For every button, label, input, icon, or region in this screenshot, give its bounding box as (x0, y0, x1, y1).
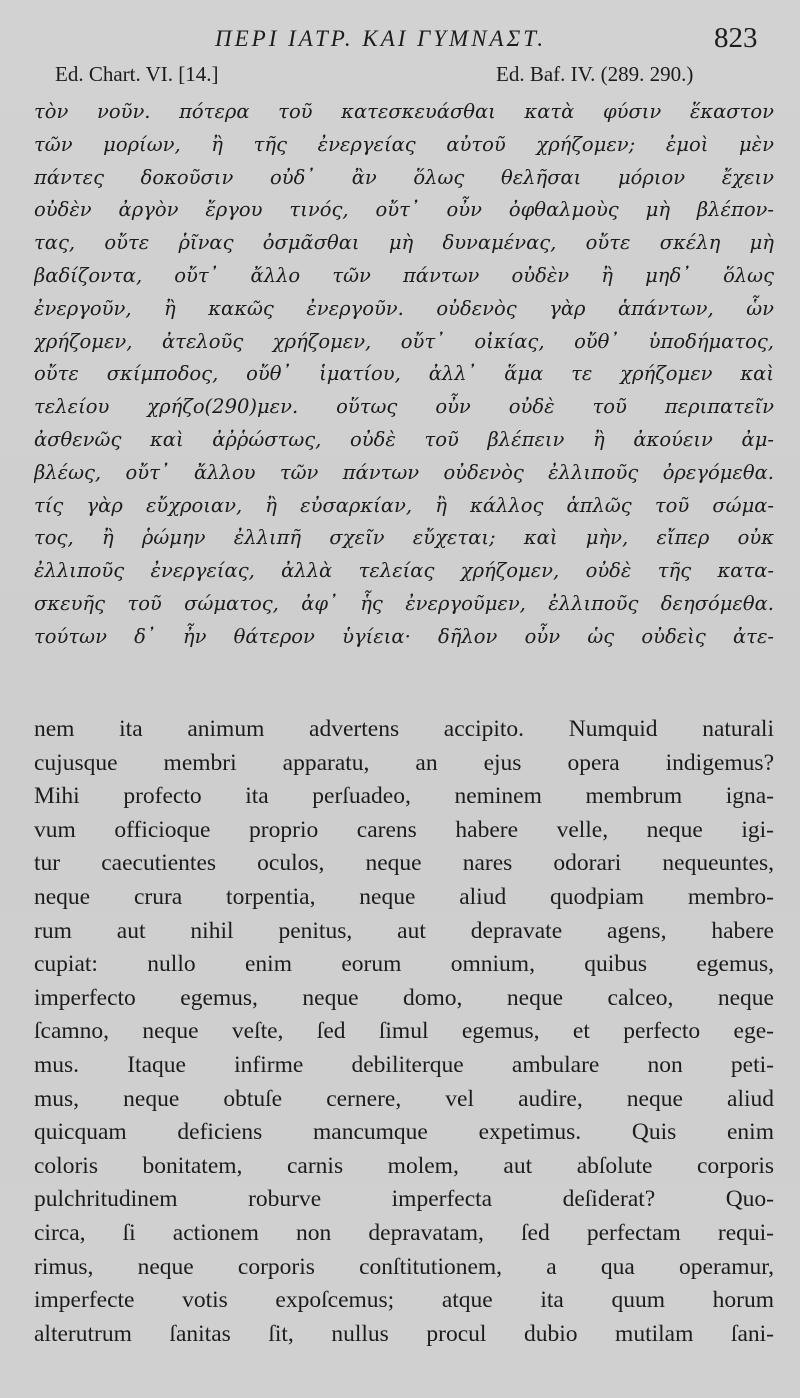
latin-line: coloris bonitatem, carnis molem, aut abſolute corporis (34, 1152, 774, 1179)
latin-line: cupiat: nullo enim eorum omnium, quibus egemus, (34, 951, 774, 978)
running-head (0, 22, 800, 58)
latin-line: rum aut nihil penitus, aut depravate agens, habere (34, 917, 774, 944)
latin-line: pulchritudinem roburve imperfecta deſiderat? Quo- (34, 1186, 774, 1213)
latin-text-block (34, 713, 774, 1351)
greek-line: οὔτε σκίμποδος, οὔθ᾿ ἱματίου, ἀλλ᾿ ἅμα τε χρήζομεν καὶ (34, 362, 774, 386)
latin-line: cujusque membri apparatu, an ejus opera indigemus? (34, 749, 774, 776)
latin-line: alterutrum ſanitas ſit, nullus procul dubio mutilam ſani- (34, 1320, 774, 1347)
greek-line: τας, οὔτε ῥῖνας ὀσμᾶσθαι μὴ δυναμένας, οὔτε σκέλη μὴ (34, 231, 774, 255)
running-title: ΠΕΡΙ ΙΑΤΡ. ΚΑΙ ΓΥΜΝΑΣΤ. (215, 26, 547, 51)
latin-line: mus. Itaque infirme debiliterque ambulare non peti- (34, 1051, 774, 1078)
greek-line: ἐνεργοῦν, ἢ κακῶς ἐνεργοῦν. οὐδενὸς γὰρ ἁπάντων, ὧν (34, 296, 774, 320)
latin-line: quicquam deficiens mancumque expetimus. Quis enim (34, 1119, 774, 1146)
greek-line: ἐλλιποῦς ἐνεργείας, ἀλλὰ τελείας χρήζομεν, οὐδὲ τῆς κατα- (34, 559, 774, 583)
greek-line: βαδίζοντα, οὔτ᾿ ἄλλο τῶν πάντων οὐδὲν ἢ μηδ᾿ ὅλως (34, 263, 774, 287)
latin-line: Mihi profecto ita perſuadeo, neminem membrum igna- (34, 783, 774, 810)
greek-line: βλέως, οὔτ᾿ ἄλλου τῶν πάντων οὐδενὸς ἐλλιποῦς ὀρεγόμεθα. (34, 460, 774, 484)
latin-line: nem ita animum advertens accipito. Numquid naturali (34, 716, 774, 742)
greek-text-block (34, 96, 774, 654)
greek-line: τελείου χρήζο(290)μεν. οὕτως οὖν οὐδὲ τοῦ περιπατεῖν (34, 395, 774, 419)
latin-line: neque crura torpentia, neque aliud quodpiam membro- (34, 883, 774, 910)
latin-line: vum officioque proprio carens habere velle, neque igi- (34, 816, 774, 843)
edition-reference-basel: Ed. Baf. IV. (289. 290.) (496, 62, 694, 86)
latin-line: rimus, neque corporis conſtitutionem, a qua operamur, (34, 1253, 774, 1280)
latin-line: mus, neque obtuſe cernere, vel audire, neque aliud (34, 1085, 774, 1112)
page-number: 823 (714, 22, 758, 54)
greek-line: σκευῆς τοῦ σώματος, ἀφ᾿ ἧς ἐνεργοῦμεν, ἐλλιποῦς δεησόμεθα. (34, 591, 774, 615)
latin-line: ſcamno, neque veſte, ſed ſimul egemus, et perfecto ege- (34, 1018, 774, 1045)
greek-line: ἀσθενῶς καὶ ἀῤῥώστως, οὐδὲ τοῦ βλέπειν ἢ ἀκούειν ἀμ- (34, 427, 774, 451)
latin-line: imperfecte votis expoſcemus; atque ita quum horum (34, 1287, 774, 1314)
greek-line: οὐδὲν ἀργὸν ἔργου τινός, οὔτ᾿ οὖν ὀφθαλμοὺς μὴ βλέπον- (34, 198, 774, 222)
greek-line: χρήζομεν, ἀτελοῦς χρήζομεν, οὔτ᾿ οἰκίας, οὔθ᾿ ὑποδήματος, (34, 329, 774, 353)
greek-line: τίς γὰρ εὔχροιαν, ἢ εὐσαρκίαν, ἢ κάλλος ἁπλῶς τοῦ σώμα- (34, 493, 774, 517)
greek-line: τῶν μορίων, ἢ τῆς ἐνεργείας αὐτοῦ χρήζομεν; ἐμοὶ μὲν (34, 132, 774, 156)
greek-line: πάντες δοκοῦσιν οὐδ᾿ ἂν ὅλως θελῆσαι μόριον ἔχειν (34, 165, 774, 189)
edition-references (0, 62, 800, 92)
latin-line: imperfecto egemus, neque domo, neque calceo, neque (34, 984, 774, 1011)
edition-reference-chartier: Ed. Chart. VI. [14.] (55, 62, 219, 86)
greek-line: τος, ἢ ῥώμην ἐλλιπῆ σχεῖν εὔχεται; καὶ μὴν, εἴπερ οὐκ (34, 526, 774, 550)
greek-line: τούτων δ᾿ ἦν θάτερον ὑγίεια· δῆλον οὖν ὡς οὐδεὶς ἀτε- (34, 624, 774, 648)
greek-line: τὸν νοῦν. πότερα τοῦ κατεσκευάσθαι κατὰ φύσιν ἕκαστον (34, 100, 774, 123)
latin-line: circa, ſi actionem non depravatam, ſed perfectam requi- (34, 1219, 774, 1246)
latin-line: tur caecutientes oculos, neque nares odorari nequeuntes, (34, 850, 774, 877)
